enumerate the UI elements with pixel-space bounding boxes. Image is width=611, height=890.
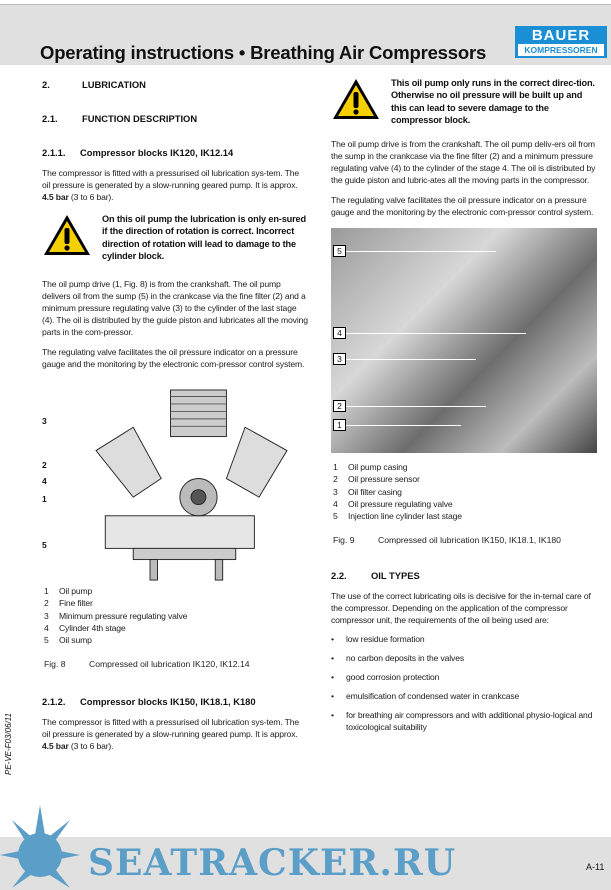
paragraph: The compressor is fitted with a pressurised oil lubrication sys-tem. The oil pressure is generated by a slow-running geared pump. It is approx. 4.5 bar (3 to 6 bar). xyxy=(42,717,299,752)
paragraph: The oil pump drive (1, Fig. 8) is from the crankshaft. The oil pump delivers oil from the sump (5) in the crankcase via the fine filter (2) and a minimum pressure regulating valve (3) to the cylinder of the last stage (4). The oil is distributed by the guide piston and lubricates all the moving parts in the com-pressor. xyxy=(42,279,308,338)
photo-label: 2 xyxy=(333,400,346,412)
legend-item: 4 Oil pressure regulating valve xyxy=(333,498,453,509)
diagram-label: 2 xyxy=(42,460,47,471)
oil-requirements-list xyxy=(331,633,597,733)
compressor-drawing xyxy=(60,376,295,581)
photo-label: 1 xyxy=(333,419,346,431)
leader-line xyxy=(346,359,476,360)
logo-top: BAUER xyxy=(531,27,591,44)
fig8-caption: Fig. 8 Compressed oil lubrication IK120, IK12.14 xyxy=(44,659,250,670)
sun-logo-icon xyxy=(0,800,90,890)
paragraph: The regulating valve facilitates the oil pressure indicator on a pressure gauge and the monitoring by the electronic com-pressor control system. xyxy=(42,347,305,370)
compressor-diagram xyxy=(42,376,308,581)
fig9-legend xyxy=(331,461,597,522)
list-item: • good corrosion protection xyxy=(331,671,597,683)
document-code: PE-VE-F03/06/11 xyxy=(4,712,13,775)
watermark: SEATRACKER.RU xyxy=(88,842,457,884)
oil-lubrication-photo xyxy=(331,228,597,453)
left-column xyxy=(42,79,308,752)
photo-label: 3 xyxy=(333,353,346,365)
leader-line xyxy=(346,251,496,252)
paragraph: The regulating valve facilitates the oil pressure indicator on a pressure gauge and the monitoring by the electronic com-pressor control system. xyxy=(331,195,594,218)
list-item: • emulsification of condensed water in crankcase xyxy=(331,690,597,702)
warning-text: This oil pump only runs in the correct direc-tion. Otherwise no oil pressure will be built up and this can lead to severe damage to the compressor block. xyxy=(391,78,595,125)
section-2-1-2-heading: 2.1.2. Compressor blocks IK150, IK18.1, K180 xyxy=(42,696,256,708)
right-column xyxy=(331,77,597,740)
diagram-label: 3 xyxy=(42,416,47,427)
warning-text: On this oil pump the lubrication is only en-sured if the direction of rotation is correct. Incorrect direction of rotation will lead to damage to the cylinder block. xyxy=(102,214,306,261)
section-2-heading: 2. LUBRICATION xyxy=(42,79,146,90)
leader-line xyxy=(346,333,526,334)
logo-bottom: KOMPRESSOREN xyxy=(518,44,604,56)
list-item: • for breathing air compressors and with additional physio-logical and toxicological suitability xyxy=(331,709,597,733)
legend-item: 2 Oil pressure sensor xyxy=(333,474,420,485)
list-item: • no carbon deposits in the valves xyxy=(331,652,597,664)
fig9-caption: Fig. 9 Compressed oil lubrication IK150, IK18.1, IK180 xyxy=(333,535,561,546)
legend-item: 3 Minimum pressure regulating valve xyxy=(44,610,188,621)
diagram-label: 5 xyxy=(42,540,47,551)
section-2-1-heading: 2.1. FUNCTION DESCRIPTION xyxy=(42,113,198,124)
leader-line xyxy=(346,425,461,426)
diagram-label: 1 xyxy=(42,494,47,505)
warning-box xyxy=(42,213,308,262)
page-title: Operating instructions • Breathing Air Compressors xyxy=(40,42,487,63)
photo-label: 5 xyxy=(333,245,346,257)
legend-item: 4 Cylinder 4th stage xyxy=(44,622,126,633)
paragraph: The use of the correct lubricating oils is decisive for the in-ternal care of the compressor. Depending on the application of the compressor compressor unit, the requirements of the oil being used are: xyxy=(331,591,591,626)
section-2-1-1-heading: 2.1.1. Compressor blocks IK120, IK12.14 xyxy=(42,147,234,158)
legend-item: 3 Oil filter casing xyxy=(333,486,402,497)
bauer-logo xyxy=(515,26,607,58)
list-item: • low residue formation xyxy=(331,633,597,645)
legend-item: 5 Injection line cylinder last stage xyxy=(333,511,462,521)
legend-item: 1 Oil pump xyxy=(44,586,93,597)
warning-icon xyxy=(42,213,92,257)
warning-box xyxy=(331,77,597,126)
legend-item: 1 Oil pump casing xyxy=(333,462,408,473)
leader-line xyxy=(346,406,486,407)
paragraph: The oil pump drive is from the crankshaft. The oil pump deliv-ers oil from the sump in the crankcase via the fine filter (2) and a minimum pressure regulating valve (4) to the cylinder of the stage 4. The oil is distributed by the guide piston and lubric-ates all the moving parts in the compressor. xyxy=(331,139,596,186)
page-number: A-11 xyxy=(586,862,605,872)
paragraph: The compressor is fitted with a pressurised oil lubrication sys-tem. The oil pressure is generated by a slow-running geared pump. It is approx. 4.5 bar (3 to 6 bar). xyxy=(42,168,299,202)
warning-icon xyxy=(331,77,381,121)
legend-item: 2 Fine filter xyxy=(44,598,93,609)
legend-item: 5 Oil sump xyxy=(44,635,92,645)
diagram-label: 4 xyxy=(42,476,47,487)
fig8-legend xyxy=(42,585,308,646)
photo-label: 4 xyxy=(333,327,346,339)
section-2-2-heading: 2.2. OIL TYPES xyxy=(331,570,420,582)
